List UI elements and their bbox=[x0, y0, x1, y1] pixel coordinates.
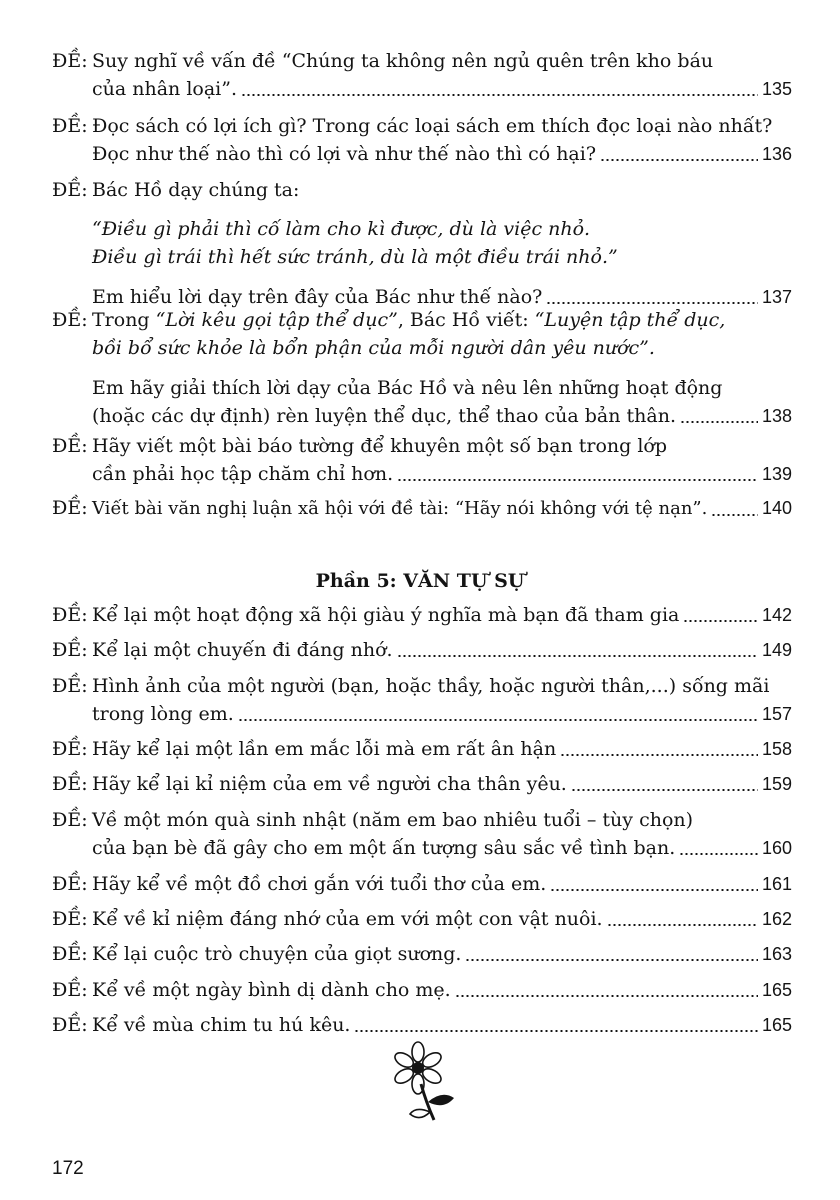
page-ref: 157 bbox=[761, 704, 792, 724]
entry-intro: Bác Hồ dạy chúng ta: bbox=[92, 179, 300, 201]
page-ref: 138 bbox=[761, 406, 792, 426]
entry-label: ĐỀ: bbox=[52, 979, 88, 1001]
toc-entry[interactable] bbox=[52, 636, 792, 664]
page-ref: 139 bbox=[761, 464, 792, 484]
page-ref: 137 bbox=[761, 287, 792, 307]
intro-text: , Bác Hồ viết: bbox=[397, 309, 535, 331]
entry-label: ĐỀ: bbox=[52, 1014, 88, 1036]
page-ref: 165 bbox=[761, 980, 792, 1000]
dot-leader bbox=[455, 995, 758, 997]
toc-entry[interactable] bbox=[52, 432, 792, 488]
toc-entry[interactable] bbox=[52, 47, 792, 103]
page-ref: 140 bbox=[761, 498, 792, 518]
toc-entry[interactable] bbox=[52, 940, 792, 968]
page-ref: 165 bbox=[761, 1015, 792, 1035]
dot-leader bbox=[571, 789, 758, 791]
entry-text: Hãy viết một bài báo tường để khuyên một số bạn trong lớp bbox=[92, 435, 668, 457]
entry-text: Kể lại một chuyến đi đáng nhớ. bbox=[92, 639, 393, 661]
quote-line: bồi bổ sức khỏe là bổn phận của mỗi người dân yêu nước”. bbox=[92, 337, 655, 359]
entry-text: của bạn bè đã gây cho em một ấn tượng sâu sắc về tình bạn. bbox=[92, 837, 676, 859]
toc-entry[interactable] bbox=[52, 735, 792, 763]
page-ref: 162 bbox=[761, 909, 792, 929]
entry-text: của nhân loại”. bbox=[92, 78, 237, 100]
toc-entry[interactable] bbox=[52, 601, 792, 629]
toc-entry[interactable] bbox=[52, 176, 792, 311]
entry-text: Em hãy giải thích lời dạy của Bác Hồ và nêu lên những hoạt động bbox=[92, 377, 723, 399]
entry-label: ĐỀ: bbox=[52, 873, 88, 895]
intro-quote: “Lời kêu gọi tập thể dục” bbox=[155, 309, 398, 331]
entry-label: ĐỀ: bbox=[52, 115, 88, 137]
entry-text: (hoặc các dự định) rèn luyện thể dục, thể thao của bản thân. bbox=[92, 405, 677, 427]
flower-icon bbox=[388, 1040, 458, 1130]
toc-entry[interactable] bbox=[52, 870, 792, 898]
toc-entry[interactable] bbox=[52, 1011, 792, 1039]
intro-quote: “Luyện tập thể dục, bbox=[534, 309, 726, 331]
entry-text: Về một món quà sinh nhật (năm em bao nhiêu tuổi – tùy chọn) bbox=[92, 809, 694, 831]
page-ref: 159 bbox=[761, 774, 792, 794]
entry-text: Đọc sách có lợi ích gì? Trong các loại sách em thích đọc loại nào nhất? bbox=[92, 115, 773, 137]
entry-label: ĐỀ: bbox=[52, 179, 88, 201]
entry-text: Suy nghĩ về vấn đề “Chúng ta không nên ngủ quên trên kho báu bbox=[92, 50, 714, 72]
page-ref: 142 bbox=[761, 605, 792, 625]
section-heading: Phần 5: VĂN TỰ SỰ bbox=[315, 570, 525, 592]
entry-text: Kể về kỉ niệm đáng nhớ của em với một con vật nuôi. bbox=[92, 908, 603, 930]
entry-text: Đọc như thế nào thì có lợi và như thế nào thì có hại? bbox=[92, 143, 597, 165]
entry-text: Kể lại một hoạt động xã hội giàu ý nghĩa mà bạn đã tham gia bbox=[92, 604, 680, 626]
entry-label: ĐỀ: bbox=[52, 639, 88, 661]
toc-entry[interactable] bbox=[52, 112, 792, 168]
toc-entry[interactable] bbox=[52, 770, 792, 798]
dot-leader bbox=[607, 924, 758, 926]
entry-text: Hãy kể lại kỉ niệm của em về người cha thân yêu. bbox=[92, 773, 567, 795]
entry-label: ĐỀ: bbox=[52, 809, 88, 831]
page-ref: 158 bbox=[761, 739, 792, 759]
entry-label: ĐỀ: bbox=[52, 738, 88, 760]
entry-text: Kể về một ngày bình dị dành cho mẹ. bbox=[92, 979, 451, 1001]
page-ref: 149 bbox=[761, 640, 792, 660]
dot-leader bbox=[560, 754, 758, 756]
dot-leader bbox=[241, 94, 758, 96]
entry-text: cần phải học tập chăm chỉ hơn. bbox=[92, 463, 394, 485]
page-ref: 135 bbox=[761, 79, 792, 99]
dot-leader bbox=[397, 479, 758, 481]
entry-text: Hãy kể về một đồ chơi gắn với tuổi thơ của em. bbox=[92, 873, 547, 895]
page-number: 172 bbox=[52, 1158, 84, 1179]
entry-text: Hãy kể lại một lần em mắc lỗi mà em rất ân hận bbox=[92, 738, 557, 760]
quote-line: “Điều gì phải thì cố làm cho kì được, dù là việc nhỏ. bbox=[92, 218, 591, 240]
quote-line: Điều gì trái thì hết sức tránh, dù là một điều trái nhỏ.” bbox=[92, 246, 618, 268]
toc-entry[interactable] bbox=[52, 806, 792, 862]
entry-label: ĐỀ: bbox=[52, 309, 88, 331]
entry-text: trong lòng em. bbox=[92, 703, 234, 725]
toc-entry[interactable] bbox=[52, 494, 792, 523]
dot-leader bbox=[465, 959, 757, 961]
dot-leader bbox=[354, 1030, 757, 1032]
page-ref: 163 bbox=[761, 944, 792, 964]
entry-label: ĐỀ: bbox=[52, 773, 88, 795]
page-ref: 161 bbox=[761, 874, 792, 894]
dot-leader bbox=[711, 514, 758, 516]
toc-entry[interactable] bbox=[52, 672, 792, 728]
entry-label: ĐỀ: bbox=[52, 943, 88, 965]
entry-text: Kể về mùa chim tu hú kêu. bbox=[92, 1014, 351, 1036]
entry-label: ĐỀ: bbox=[52, 604, 88, 626]
toc-entry[interactable] bbox=[52, 306, 792, 430]
dot-leader bbox=[600, 159, 758, 161]
entry-label: ĐỀ: bbox=[52, 50, 88, 72]
toc-entry[interactable] bbox=[52, 976, 792, 1004]
dot-leader bbox=[397, 655, 758, 657]
entry-label: ĐỀ: bbox=[52, 435, 88, 457]
toc-entry[interactable] bbox=[52, 905, 792, 933]
dot-leader bbox=[683, 620, 758, 622]
page-ref: 160 bbox=[761, 838, 792, 858]
intro-text: Trong bbox=[92, 309, 156, 331]
dot-leader bbox=[680, 421, 758, 423]
entry-text: Viết bài văn nghị luận xã hội với đề tài: “Hãy nói không với tệ nạn”. bbox=[92, 498, 708, 519]
entry-label: ĐỀ: bbox=[52, 497, 88, 519]
entry-label: ĐỀ: bbox=[52, 908, 88, 930]
dot-leader bbox=[238, 719, 758, 721]
entry-text: Em hiểu lời dạy trên đây của Bác như thế nào? bbox=[92, 286, 543, 308]
entry-label: ĐỀ: bbox=[52, 675, 88, 697]
page-ref: 136 bbox=[761, 144, 792, 164]
entry-text: Hình ảnh của một người (bạn, hoặc thầy, hoặc người thân,...) sống mãi bbox=[92, 675, 770, 697]
entry-intro bbox=[92, 306, 792, 334]
dot-leader bbox=[550, 889, 758, 891]
entry-text: Kể lại cuộc trò chuyện của giọt sương. bbox=[92, 943, 462, 965]
dot-leader bbox=[546, 302, 758, 304]
dot-leader bbox=[679, 853, 758, 855]
